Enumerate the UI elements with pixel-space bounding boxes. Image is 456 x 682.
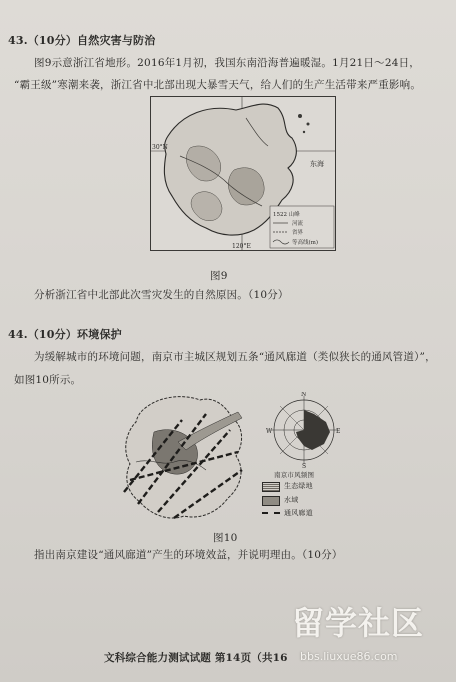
legend-corridor-swatch xyxy=(262,512,280,514)
q44-heading: 44.（10分）环境保护 xyxy=(8,328,122,341)
q44-line-2: 如图10所示。 xyxy=(14,374,82,386)
wind-rose xyxy=(266,392,342,468)
legend-green-label: 生态绿地 xyxy=(284,482,313,490)
zhejiang-terrain-map xyxy=(150,96,336,256)
island xyxy=(307,123,310,126)
rose-w: W xyxy=(266,428,273,435)
legend-green-swatch xyxy=(262,482,280,492)
nanjing-corridor-map xyxy=(118,392,254,524)
watermark-url: bbs.liuxue86.com xyxy=(300,650,398,663)
legend-contour: 等高线(m) xyxy=(292,240,319,246)
legend-river: 河流 xyxy=(292,221,304,227)
figure-9-caption: 图9 xyxy=(210,270,228,282)
legend-water-swatch xyxy=(262,496,280,506)
figure-10-caption: 图10 xyxy=(213,532,238,544)
q44-line-1: 为缓解城市的环境问题，南京市主城区规划五条“通风廊道（类似狭长的通风管道）”， xyxy=(34,351,436,363)
rose-n: N xyxy=(301,392,307,398)
q44-task: 指出南京建设“通风廊道”产生的环境效益，并说明理由。（10分） xyxy=(34,549,343,561)
rose-e: E xyxy=(336,428,341,435)
island xyxy=(298,114,302,118)
legend-peak: 1522 山峰 xyxy=(273,212,300,218)
legend-corridor-label: 通风廊道 xyxy=(284,509,313,517)
rose-s: S xyxy=(302,463,307,468)
sea-label: 东海 xyxy=(310,160,324,168)
q43-heading: 43.（10分）自然灾害与防治 xyxy=(8,34,156,47)
island xyxy=(303,131,305,133)
q43-line-1: 图9示意浙江省地形。2016年1月初，我国东南沿海普遍暖湿。1月21日～24日， xyxy=(34,57,420,69)
watermark-logo: 留学社区 xyxy=(292,604,425,642)
legend-province: 省界 xyxy=(292,230,304,236)
page-footer: 文科综合能力测试试题 第14页（共16 xyxy=(104,652,288,664)
q43-task: 分析浙江省中北部此次雪灾发生的自然原因。（10分） xyxy=(34,289,289,301)
legend-water-label: 水域 xyxy=(284,496,299,504)
wind-rose-caption: 南京市风频图 xyxy=(274,471,315,479)
lon-label: 120°E xyxy=(232,243,251,250)
q43-line-2: “霸王级”寒潮来袭，浙江省中北部出现大暴雪天气，给人们的生产生活带来严重影响。 xyxy=(14,79,422,91)
lat-label: 30°N xyxy=(152,144,168,151)
